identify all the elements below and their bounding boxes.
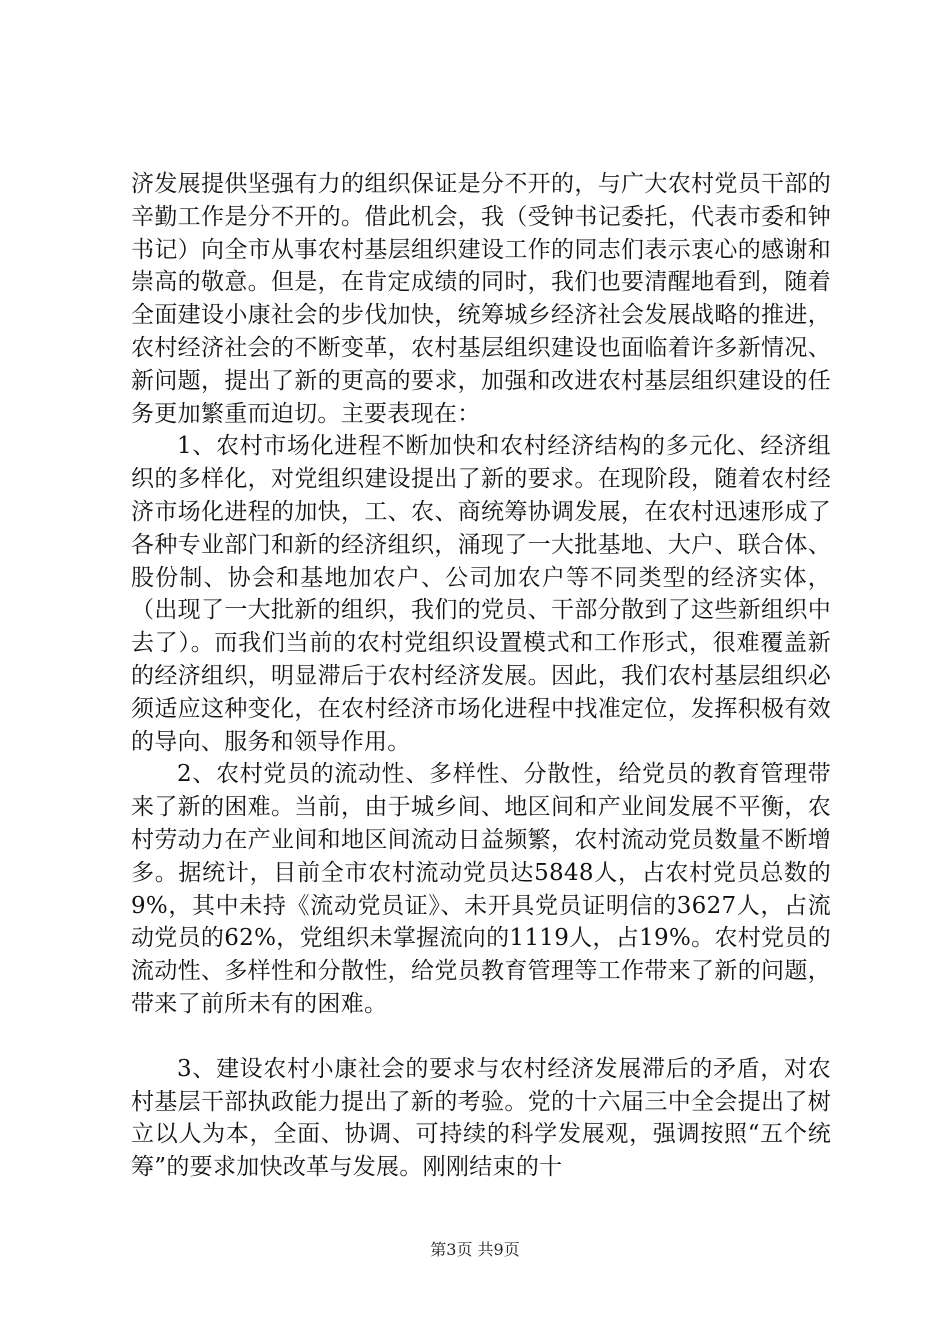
document-body	[131, 168, 831, 1184]
paragraph-point-1: 1、农村市场化进程不断加快和农村经济结构的多元化、经济组织的多样化，对党组织建设提出了新的要求。在现阶段，随着农村经济市场化进程的加快，工、农、商统筹协调发展，在农村迅速形成了各种专业部门和新的经济组织，涌现了一大批基地、大户、联合体、股份制、协会和基地加农户、公司加农户等不同类型的经济实体，（出现了一大批新的组织，我们的党员、干部分散到了这些新组织中去了）。而我们当前的农村党组织设置模式和工作形式，很难覆盖新的经济组织，明显滞后于农村经济发展。因此，我们农村基层组织必须适应这种变化，在农村经济市场化进程中找准定位，发挥积极有效的导向、服务和领导作用。	[131, 433, 831, 755]
paragraph-point-2: 2、农村党员的流动性、多样性、分散性，给党员的教育管理带来了新的困难。当前，由于城乡间、地区间和产业间发展不平衡，农村劳动力在产业间和地区间流动日益频繁，农村流动党员数量不断增多。据统计，目前全市农村流动党员达5848人，占农村党员总数的9%，其中未持《流动党员证》、未开具党员证明信的3627人，占流动党员的62%，党组织未掌握流向的1119人，占19%。农村党员的流动性、多样性和分散性，给党员教育管理等工作带来了新的问题，带来了前所未有的困难。	[131, 761, 831, 1017]
paragraph-continuation: 济发展提供坚强有力的组织保证是分不开的，与广大农村党员干部的辛勤工作是分不开的。借此机会，我（受钟书记委托，代表市委和钟书记）向全市从事农村基层组织建设工作的同志们表示衷心的感谢和崇高的敬意。但是，在肯定成绩的同时，我们也要清醒地看到，随着全面建设小康社会的步伐加快，统筹城乡经济社会发展战略的推进，农村经济社会的不断变革，农村基层组织建设也面临着许多新情况、新问题，提出了新的更高的要求，加强和改进农村基层组织建设的任务更加繁重而迫切。主要表现在：	[131, 171, 831, 427]
paragraph-point-3: 3、建设农村小康社会的要求与农村经济发展滞后的矛盾，对农村基层干部执政能力提出了新的考验。党的十六届三中全会提出了树立以人为本，全面、协调、可持续的科学发展观，强调按照“五个统筹”的要求加快改革与发展。刚刚结束的十	[131, 1055, 831, 1181]
page-number-footer: 第3页 共9页	[430, 1240, 520, 1259]
